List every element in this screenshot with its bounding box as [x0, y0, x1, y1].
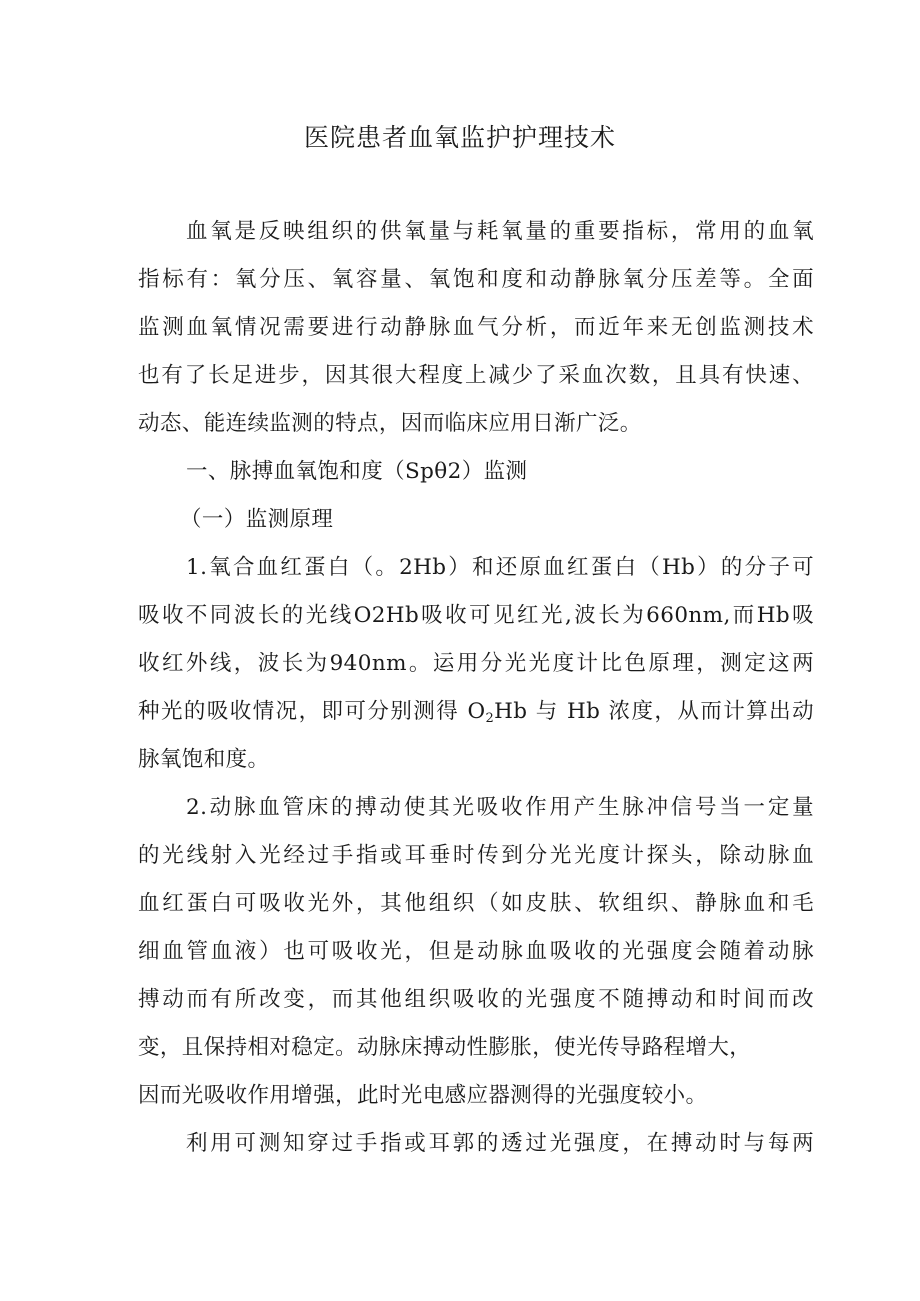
section-heading: 一、脉搏血氧饱和度（Spθ2）监测 — [186, 459, 528, 484]
item2-line-1: 2.动脉血管床的搏动使其光吸收作用产生脉冲信号当一定量 — [186, 795, 814, 820]
intro-line-3: 监测血氧情况需要进行动静脉血气分析，而近年来无创监测技术 — [138, 315, 814, 340]
item1-line-4-part2: Hb 与 Hb 浓度，从而计算出动 — [494, 699, 814, 724]
intro-line-4: 也有了长足进步，因其很大程度上减少了采血次数，且具有快速、 — [138, 363, 814, 388]
item2-line-7: 因而光吸收作用增强，此时光电感应器测得的光强度较小。 — [138, 1083, 708, 1108]
item1-line-4-subscript: 2 — [485, 711, 495, 726]
intro-line-1: 血氧是反映组织的供氧量与耗氧量的重要指标，常用的血氧 — [186, 219, 814, 244]
item1-line-4 — [138, 697, 814, 727]
item1-line-1: 1.氧合血红蛋白（。2Hb）和还原血红蛋白（Hb）的分子可 — [186, 555, 814, 580]
item1-line-4-part1: 种光的吸收情况，即可分别测得 O — [138, 699, 486, 724]
document-title: 医院患者血氧监护护理技术 — [303, 123, 616, 152]
item2-line-5: 搏动而有所改变，而其他组织吸收的光强度不随搏动和时间而改 — [138, 987, 814, 1012]
item2-line-4: 细血管血液）也可吸收光，但是动脉血吸收的光强度会随着动脉 — [138, 939, 814, 964]
item2-line-2: 的光线射入光经过手指或耳垂时传到分光光度计探头，除动脉血 — [138, 843, 814, 868]
item2-line-6: 变，且保持相对稳定。动脉床搏动性膨胀，使光传导路程增大， — [138, 1035, 752, 1060]
item1-line-5: 脉氧饱和度。 — [138, 747, 270, 772]
item1-line-2: 吸收不同波长的光线O2Hb吸收可见红光,波长为660nm,而Hb吸 — [138, 603, 814, 628]
intro-line-2: 指标有：氧分压、氧容量、氧饱和度和动静脉氧分压差等。全面 — [138, 267, 814, 292]
item2-line-3: 血红蛋白可吸收光外，其他组织（如皮肤、软组织、静脉血和毛 — [138, 891, 814, 916]
subsection-heading: （一）监测原理 — [180, 507, 334, 532]
intro-line-5: 动态、能连续监测的特点，因而临床应用日渐广泛。 — [138, 411, 642, 436]
item1-line-3: 收红外线，波长为940nm。运用分光光度计比色原理，测定这两 — [138, 651, 814, 676]
final-paragraph-line-1: 利用可测知穿过手指或耳郭的透过光强度，在搏动时与每两 — [186, 1131, 814, 1156]
